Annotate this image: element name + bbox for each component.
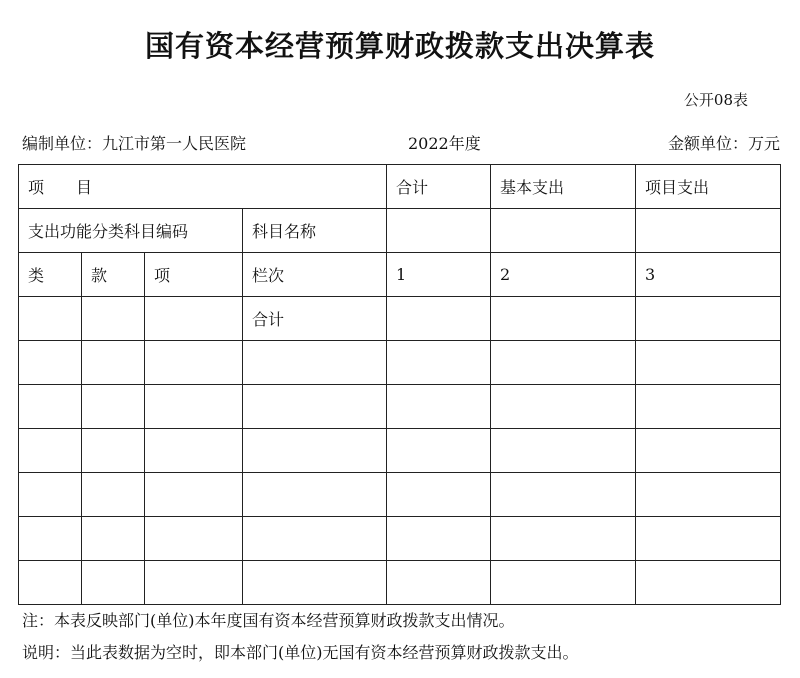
- total-row-label: 合计: [243, 297, 387, 341]
- empty-cell: [19, 473, 82, 517]
- empty-cell: [387, 429, 491, 473]
- column-number-1: 1: [387, 253, 491, 297]
- empty-cell: [387, 517, 491, 561]
- empty-cell: [145, 297, 243, 341]
- header-basic-expense: 基本支出: [491, 165, 636, 209]
- empty-cell: [145, 473, 243, 517]
- table-subheader-row: [19, 209, 781, 253]
- empty-cell: [145, 341, 243, 385]
- header-item: 项 目: [19, 165, 387, 209]
- empty-cell: [491, 473, 636, 517]
- column-number-3: 3: [636, 253, 781, 297]
- empty-cell: [19, 517, 82, 561]
- empty-cell: [19, 341, 82, 385]
- empty-cell: [636, 561, 781, 605]
- empty-cell: [145, 517, 243, 561]
- header-column-number: 栏次: [243, 253, 387, 297]
- empty-cell: [491, 517, 636, 561]
- empty-cell: [636, 473, 781, 517]
- empty-cell: [243, 429, 387, 473]
- empty-cell: [19, 561, 82, 605]
- empty-cell: [491, 385, 636, 429]
- empty-cell: [82, 561, 145, 605]
- table-column-number-row: [19, 253, 781, 297]
- column-number-2: 2: [491, 253, 636, 297]
- empty-cell: [82, 297, 145, 341]
- header-item-column: 项: [145, 253, 243, 297]
- fiscal-year: 2022年度: [408, 134, 481, 153]
- empty-cell: [491, 429, 636, 473]
- empty-cell: [82, 385, 145, 429]
- header-subject-name: 科目名称: [243, 209, 387, 253]
- table-row: [19, 341, 781, 385]
- header-project-expense: 项目支出: [636, 165, 781, 209]
- empty-cell: [636, 341, 781, 385]
- empty-cell: [636, 209, 781, 253]
- table-note: 注：本表反映部门(单位)本年度国有资本经营预算财政拨款支出情况。: [22, 611, 515, 630]
- empty-cell: [636, 385, 781, 429]
- empty-cell: [243, 385, 387, 429]
- empty-cell: [82, 429, 145, 473]
- header-function-code: 支出功能分类科目编码: [19, 209, 243, 253]
- empty-cell: [387, 473, 491, 517]
- empty-cell: [491, 341, 636, 385]
- empty-cell: [19, 429, 82, 473]
- table-row: [19, 385, 781, 429]
- empty-cell: [636, 297, 781, 341]
- empty-cell: [243, 517, 387, 561]
- empty-cell: [19, 385, 82, 429]
- empty-cell: [636, 429, 781, 473]
- empty-cell: [491, 209, 636, 253]
- empty-cell: [491, 297, 636, 341]
- header-class: 类: [19, 253, 82, 297]
- empty-cell: [243, 341, 387, 385]
- table-row: [19, 561, 781, 605]
- empty-cell: [243, 473, 387, 517]
- empty-cell: [145, 561, 243, 605]
- empty-cell: [387, 341, 491, 385]
- document-title: 国有资本经营预算财政拨款支出决算表: [144, 29, 655, 63]
- form-number: 公开08表: [683, 91, 748, 109]
- empty-cell: [243, 561, 387, 605]
- amount-unit: 金额单位：万元: [667, 134, 780, 153]
- header-total: 合计: [387, 165, 491, 209]
- empty-cell: [387, 297, 491, 341]
- table-explanation: 说明：当此表数据为空时，即本部门(单位)无国有资本经营预算财政拨款支出。: [22, 643, 579, 662]
- empty-cell: [82, 517, 145, 561]
- empty-cell: [387, 385, 491, 429]
- reporting-unit: 编制单位：九江市第一人民医院: [22, 134, 247, 153]
- table-total-row: [19, 297, 781, 341]
- empty-cell: [491, 561, 636, 605]
- empty-cell: [82, 473, 145, 517]
- empty-cell: [145, 429, 243, 473]
- table-row: [19, 429, 781, 473]
- empty-cell: [387, 561, 491, 605]
- table-row: [19, 473, 781, 517]
- empty-cell: [19, 297, 82, 341]
- empty-cell: [145, 385, 243, 429]
- table-row: [19, 517, 781, 561]
- empty-cell: [82, 341, 145, 385]
- expenditure-table: [18, 164, 781, 605]
- empty-cell: [636, 517, 781, 561]
- header-section: 款: [82, 253, 145, 297]
- empty-cell: [387, 209, 491, 253]
- table-header-row: [19, 165, 781, 209]
